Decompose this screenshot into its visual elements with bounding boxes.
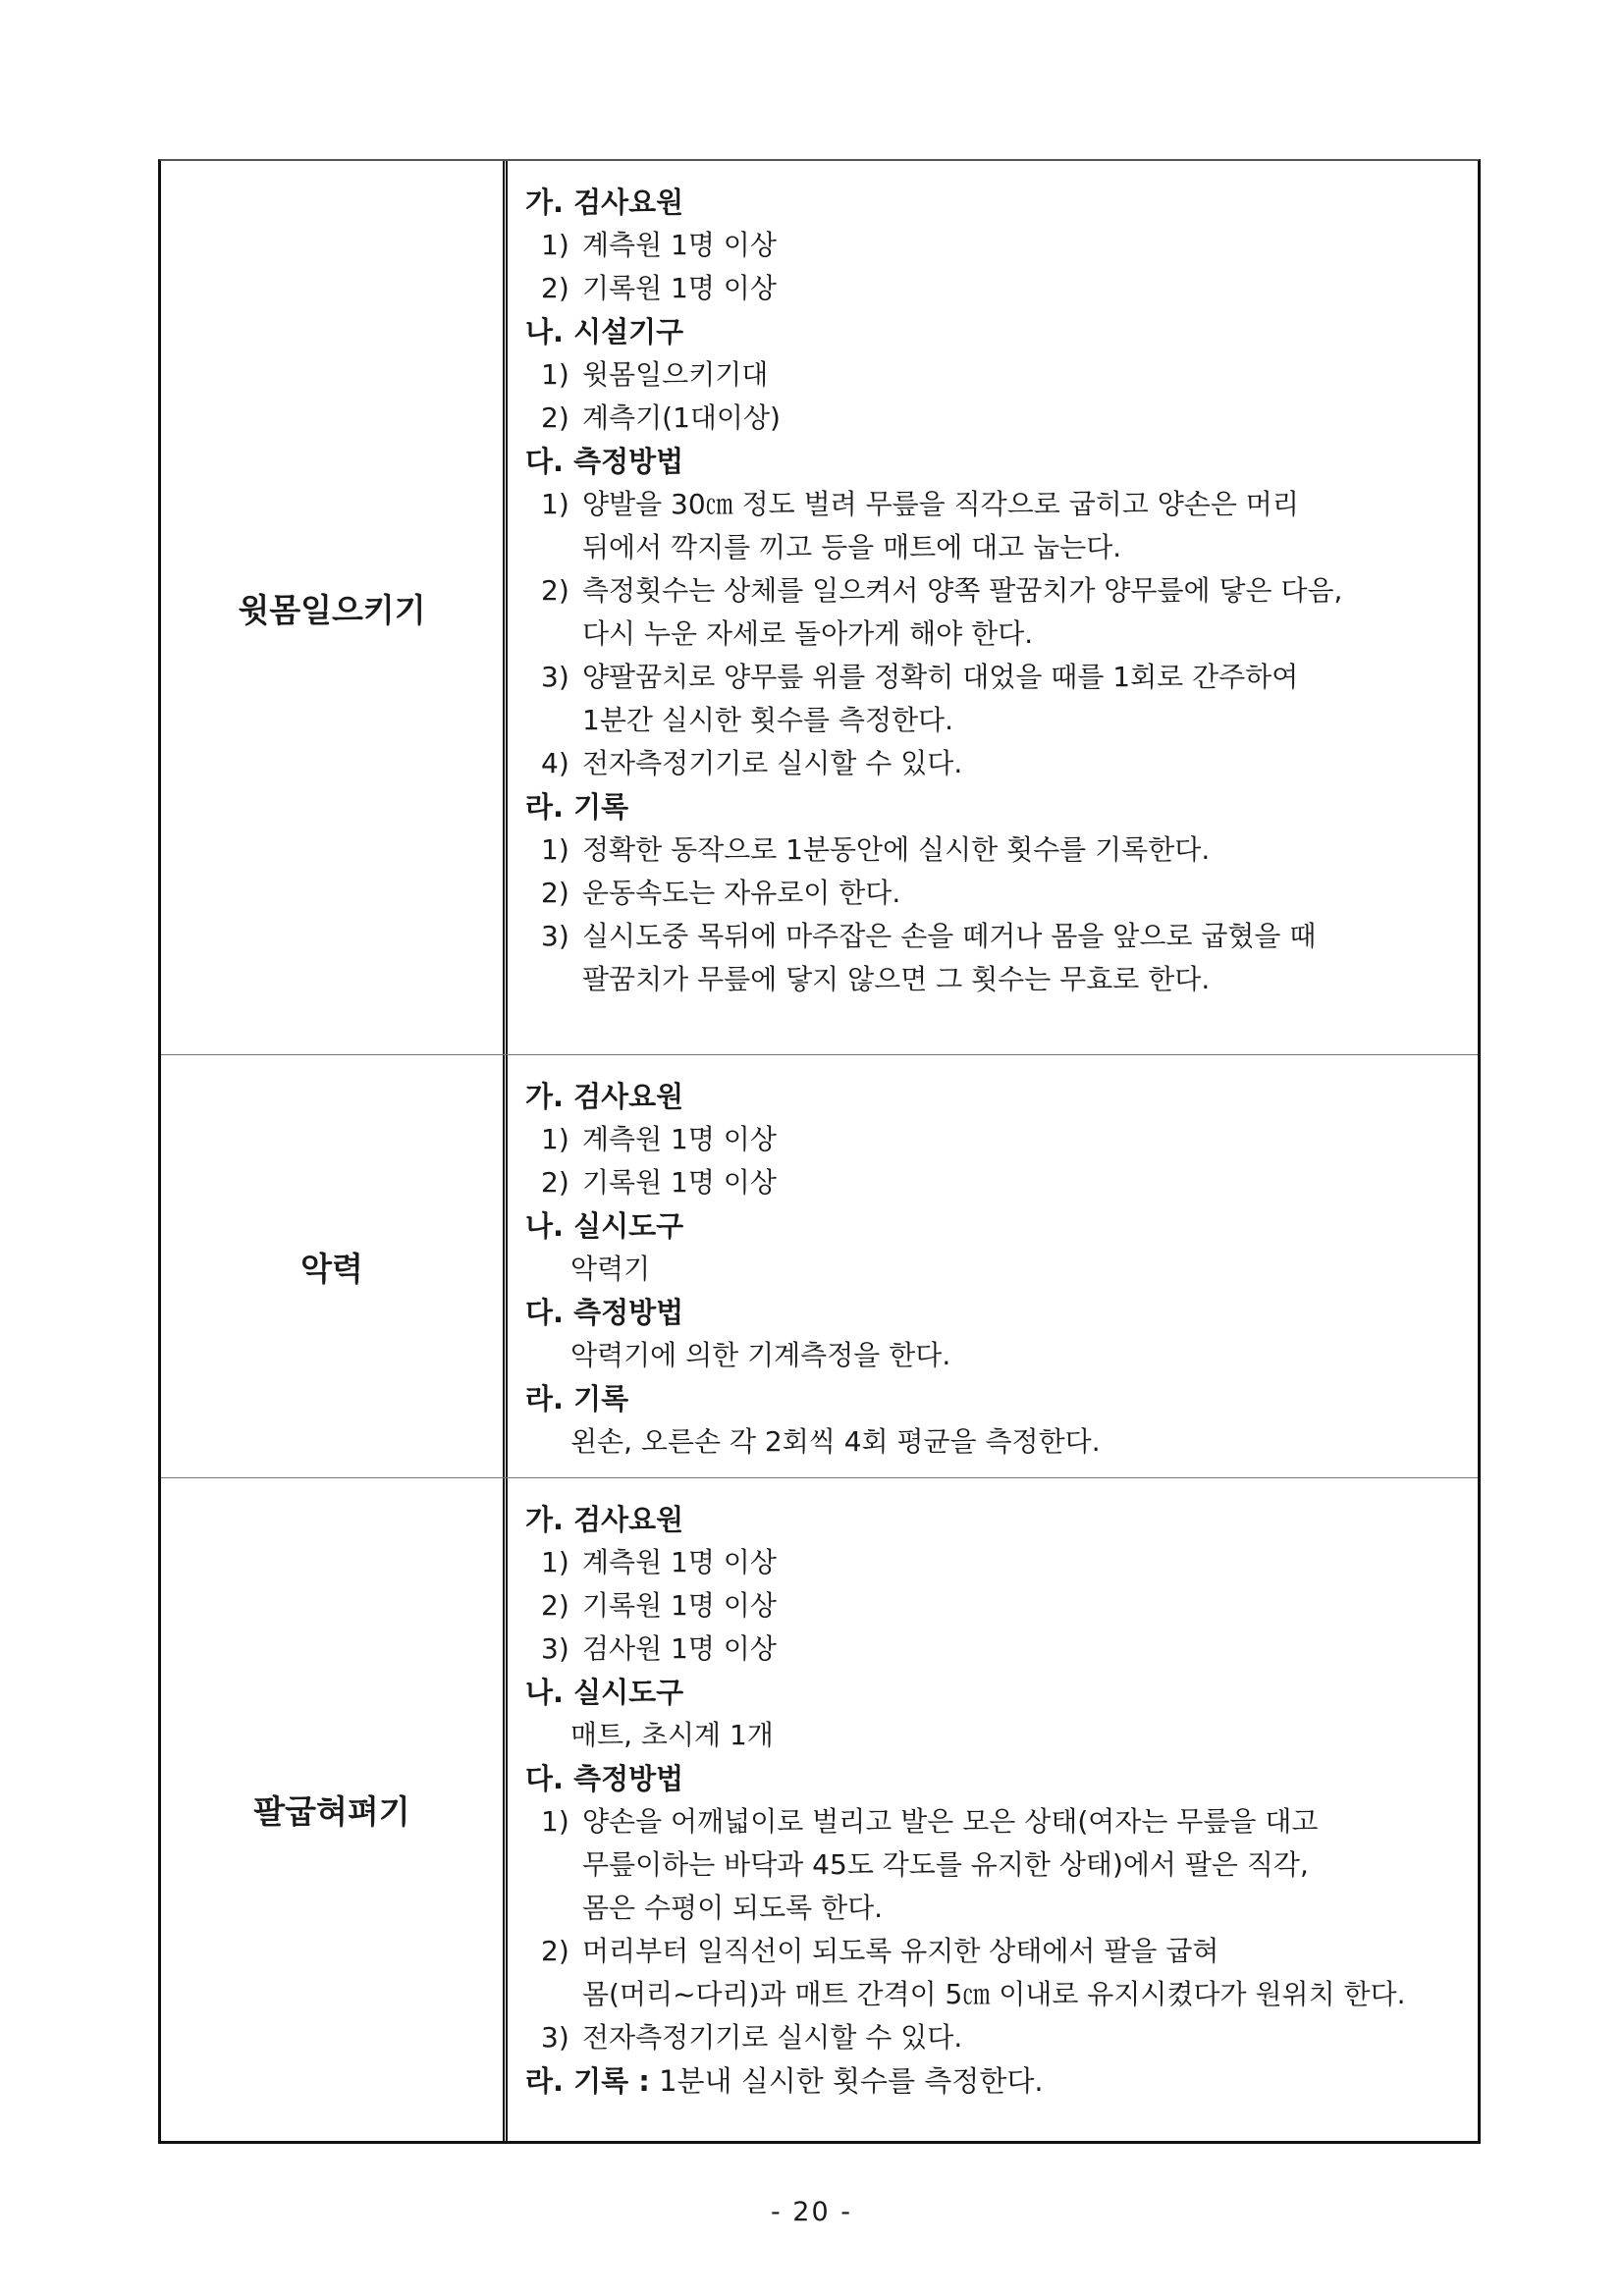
section-text: 왼손, 오른손 각 2회씩 4회 평균을 측정한다. (570, 1425, 1101, 1458)
row-content (508, 1478, 1478, 2141)
list-item: 3) 전자측정기기로 실시할 수 있다. (541, 2021, 963, 2054)
list-item: 3) 양팔꿈치로 양무릎 위를 정확히 대었을 때를 1회로 간주하여 1분간 실시한 횟수를 측정한다. (541, 661, 1299, 736)
list-item: 2) 머리부터 일직선이 되도록 유지한 상태에서 팔을 굽혀 몸(머리~다리)과 매트 간격이 5㎝ 이내로 유지시켰다가 원위치 한다. (541, 1935, 1406, 2010)
section-title: 나. 시설기구 (525, 315, 684, 348)
section-text: 매트, 초시계 1개 (570, 1719, 774, 1751)
list-item: 3) 실시도중 목뒤에 마주잡은 손을 떼거나 몸을 앞으로 굽혔을 때 팔꿈치가 무릎에 닿지 않으면 그 횟수는 무효로 한다. (541, 920, 1317, 995)
section-title: 다. 측정방법 (525, 445, 684, 478)
section-title: 나. 실시도구 (525, 1676, 684, 1709)
section-title: 다. 측정방법 (525, 1762, 684, 1795)
list-item: 2) 운동속도는 자유로이 한다. (541, 877, 901, 909)
row-label: 팔굽혀펴기 (161, 1478, 508, 2141)
row-content (508, 161, 1478, 1054)
list-item: 1) 정확한 동작으로 1분동안에 실시한 횟수를 기록한다. (541, 833, 1211, 866)
list-item: 1) 양발을 30㎝ 정도 벌려 무릎을 직각으로 굽히고 양손은 머리 뒤에서 깍지를 끼고 등을 매트에 대고 눕는다. (541, 488, 1299, 563)
list-item: 1) 양손을 어깨넓이로 벌리고 발은 모은 상태(여자는 무릎을 대고 무릎이하는 바닥과 45도 각도를 유지한 상태)에서 팔은 직각, 몸은 수평이 되도록 한다. (541, 1805, 1319, 1924)
list-item: 4) 전자측정기기로 실시할 수 있다. (541, 747, 963, 779)
row-label: 윗몸일으키기 (161, 161, 508, 1054)
section-title: 다. 측정방법 (525, 1296, 684, 1329)
list-item: 3) 검사원 1명 이상 (541, 1632, 777, 1665)
section-title: 라. 기록 : 1분내 실시한 횟수를 측정한다. (525, 2064, 1044, 2098)
table-row-pushups (161, 1478, 1478, 2141)
list-item: 2) 기록원 1명 이상 (541, 272, 777, 304)
list-item: 2) 계측기(1대이상) (541, 401, 781, 434)
section-inline-text: 1분내 실시한 횟수를 측정한다. (649, 2064, 1044, 2098)
section-title: 라. 기록 (525, 790, 629, 824)
row-label: 악력 (161, 1055, 508, 1477)
list-item: 1) 계측원 1명 이상 (541, 1546, 777, 1578)
table-row-situps (161, 161, 1478, 1055)
section-title: 가. 검사요원 (525, 1503, 684, 1536)
section-title: 라. 기록 (525, 1382, 629, 1415)
section-title: 나. 실시도구 (525, 1209, 684, 1243)
list-item: 2) 측정횟수는 상체를 일으켜서 양쪽 팔꿈치가 양무릎에 닿은 다음, 다시 누운 자세로 돌아가게 해야 한다. (541, 574, 1343, 650)
list-item: 1) 계측원 1명 이상 (541, 229, 777, 261)
section-title: 가. 검사요원 (525, 1080, 684, 1113)
row-content (508, 1055, 1478, 1477)
section-text: 악력기 (570, 1253, 651, 1285)
section-title: 가. 검사요원 (525, 186, 684, 219)
list-item: 1) 계측원 1명 이상 (541, 1123, 777, 1155)
list-item: 2) 기록원 1명 이상 (541, 1589, 777, 1622)
section-text: 악력기에 의한 기계측정을 한다. (570, 1339, 951, 1371)
test-method-table (158, 159, 1481, 2144)
list-item: 2) 기록원 1명 이상 (541, 1166, 777, 1199)
page-number: - 20 - (770, 2197, 852, 2227)
table-row-grip (161, 1055, 1478, 1478)
list-item: 1) 윗몸일으키기대 (541, 358, 769, 391)
